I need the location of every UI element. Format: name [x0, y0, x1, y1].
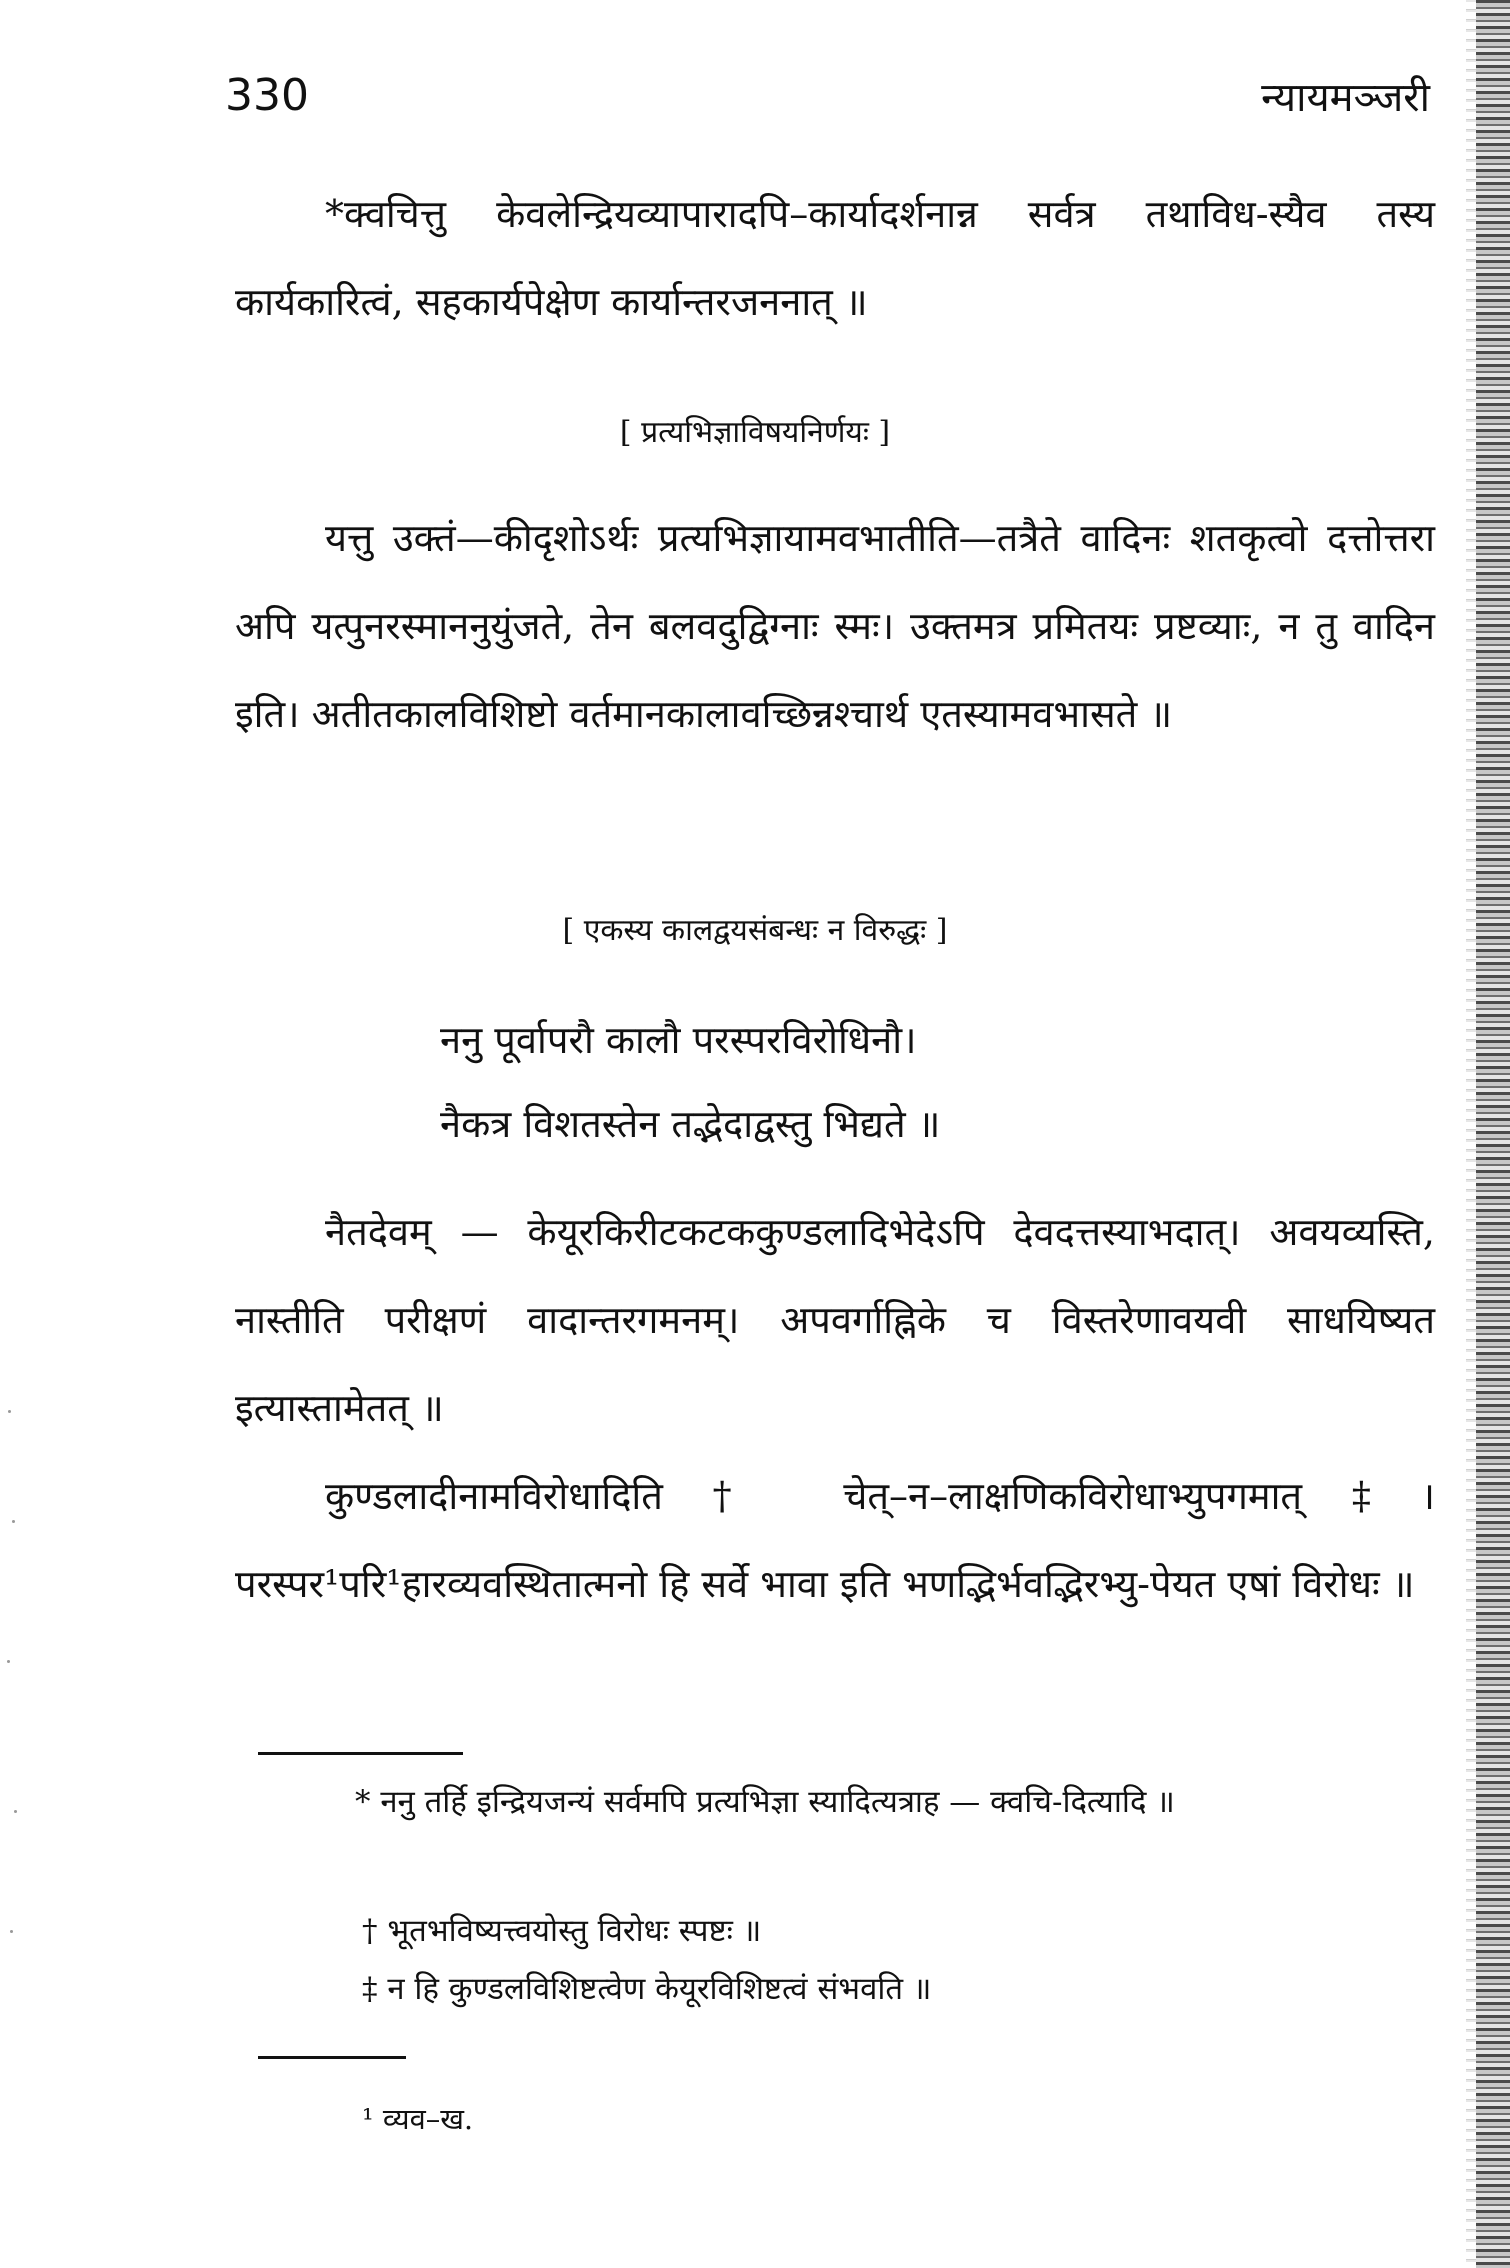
paragraph-2-text: यत्तु उक्तं—कीदृशोऽर्थः प्रत्यभिज्ञायामवभातीति—तत्रैते वादिनः शतकृत्वो दत्तोत्तरा अपि यत्पुनरस्माननुयुंजते, तेन बलवदुद्विग्नाः स्मः। उक्तमत्र प्रमितयः प्रष्टव्याः, न तु वादिन इति। अतीतकालविशिष्टो वर्तमानकालावच्छिन्नश्चार्थ एतस्यामवभासते ॥: [235, 516, 1435, 736]
footnote-separator: [258, 1752, 463, 1755]
footnote-star-text: * ननु तर्हि इन्द्रियजन्यं सर्वमपि प्रत्यभिज्ञा स्यादित्यत्राह — क्वचि-दित्यादि ॥: [355, 1784, 1175, 1820]
footnote-double-dagger: ‡ न हि कुण्डलविशिष्टत्वेण केयूरविशिष्टत्वं संभवति ॥: [362, 1971, 932, 2007]
paragraph-4-text: कुण्डलादीनामविरोधादिति† चेत्–न–लाक्षणिकविरोधाभ्युपगमात्‡। परस्पर¹परि¹हारव्यवस्थितात्मनो हि सर्वे भावा इति भणद्भिर्भवद्भिरभ्यु-पेयत एषां विरोधः ॥: [235, 1474, 1435, 1606]
page-number: 330: [225, 70, 309, 121]
variant-note: ¹ व्यव–ख.: [362, 2102, 474, 2136]
paragraph-1: [235, 170, 1435, 346]
section-heading-1: [ प्रत्यभिज्ञाविषयनिर्णयः ]: [619, 415, 891, 450]
footnote-dagger: † भूतभविष्यत्त्वयोस्तु विरोधः स्पष्टः ॥: [362, 1913, 762, 1949]
paragraph-3: [235, 1188, 1435, 1452]
scan-specks: [6, 1400, 22, 2000]
paragraph-2: [235, 494, 1435, 758]
scanned-page-edge: [1476, 0, 1510, 2268]
footnote-star: [235, 1768, 1435, 1836]
variant-separator: [258, 2056, 406, 2059]
running-head: न्यायमञ्जरी: [1261, 75, 1430, 121]
section-heading-2: [ एकस्य कालद्वयसंबन्धः न विरुद्धः ]: [562, 913, 948, 948]
paragraph-4: [235, 1452, 1435, 1628]
paragraph-1-text: *क्वचित्तु केवलेन्द्रियव्यापारादपि–कार्यादर्शनान्न सर्वत्र तथाविध-स्यैव तस्य कार्यकारित्वं, सहकार्यपेक्षेण कार्यान्तरजननात् ॥: [235, 192, 1435, 324]
verse-line-2: नैकत्र विशतस्तेन तद्भेदाद्वस्तु भिद्यते ॥: [440, 1102, 941, 1146]
verse-line-1: ननु पूर्वापरौ कालौ परस्परविरोधिनौ।: [440, 1018, 917, 1062]
page-edge-shadow: [1466, 0, 1476, 2268]
paragraph-3-text: नैतदेवम् — केयूरकिरीटकटककुण्डलादिभेदेऽपि देवदत्तस्याभदात्। अवयव्यस्ति, नास्तीति परीक्षणं वादान्तरगमनम्। अपवर्गाह्निके च विस्तरेणावयवी साधयिष्यत इत्यास्तामेतत् ॥: [235, 1210, 1435, 1430]
